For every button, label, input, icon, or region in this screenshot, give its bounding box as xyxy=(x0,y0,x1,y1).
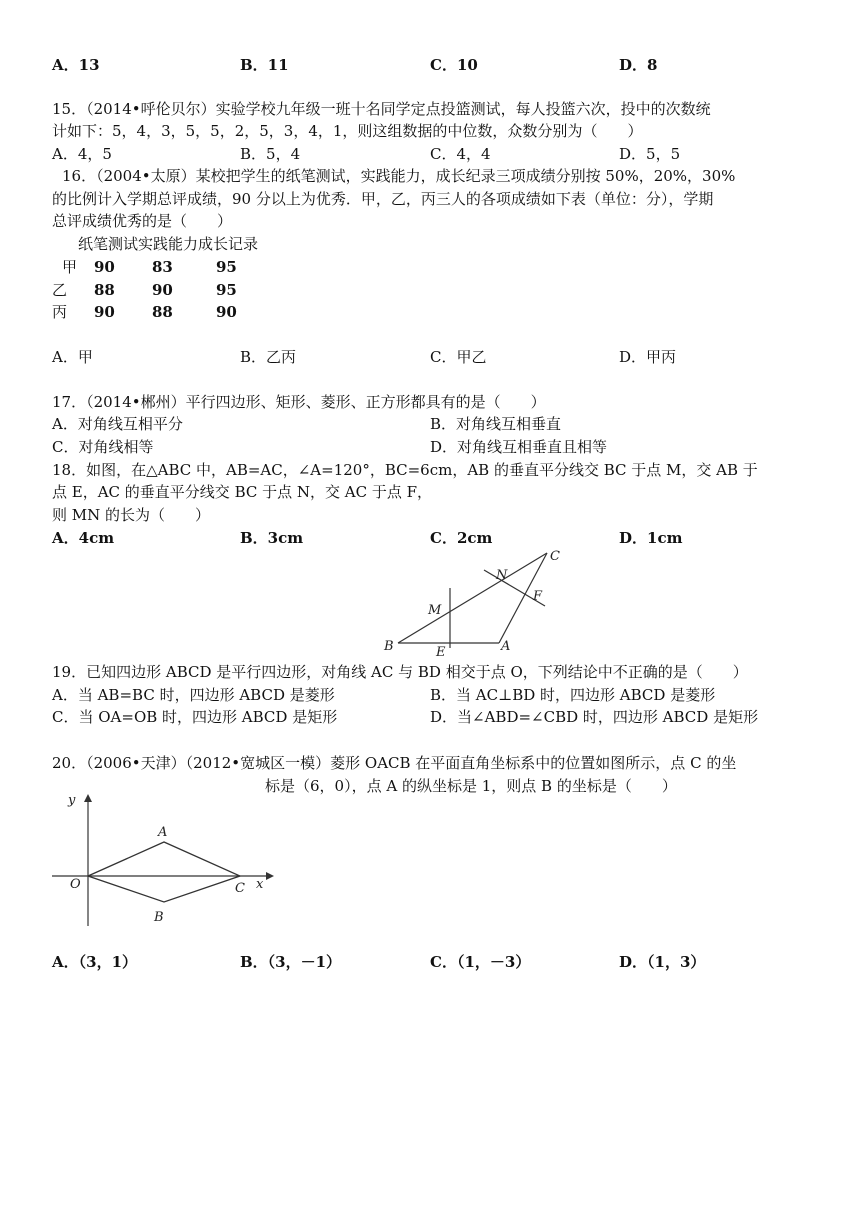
q16-option-d: D．甲丙 xyxy=(619,348,677,366)
q16-option-c: C．甲乙 xyxy=(430,348,487,366)
score-table-header: 纸笔测试实践能力成长记录 xyxy=(78,235,259,253)
x-axis-arrow xyxy=(266,872,274,880)
q18-option-c: C．2cm xyxy=(430,529,493,547)
label-b: B xyxy=(154,910,164,925)
q20-option-b: B．（3，－1） xyxy=(240,953,342,971)
q17-option-a: A．对角线互相平分 xyxy=(52,415,183,433)
table-row-name: 丙 xyxy=(52,303,68,321)
q18-option-a: A．4cm xyxy=(52,529,115,547)
table-row-name: 乙 xyxy=(52,281,68,299)
q14-option-d: D．8 xyxy=(619,56,658,74)
label-o: O xyxy=(70,877,81,892)
q15-option-b: B．5，4 xyxy=(240,145,301,163)
label-m: M xyxy=(428,603,442,618)
q14-option-c: C．10 xyxy=(430,56,478,74)
q20-option-a: A．（3，1） xyxy=(52,953,138,971)
q20-stem-line2: 标是（6，0），点 A 的纵坐标是 1，则点 B 的坐标是（ ） xyxy=(265,777,677,795)
table-row-name: 甲 xyxy=(62,258,78,276)
q20-option-d: D．（1，3） xyxy=(619,953,706,971)
rhombus-oacb xyxy=(88,842,240,902)
label-c: C xyxy=(550,549,560,564)
q19-option-b: B．当 AC⊥BD 时，四边形 ABCD 是菱形 xyxy=(430,686,716,704)
segment-bc xyxy=(398,553,547,643)
q16-stem-line1: 16．（2004•太原）某校把学生的纸笔测试，实践能力，成长纪录三项成绩分别按 50%，20%，30% xyxy=(62,167,736,185)
q16-stem-line3: 总评成绩优秀的是（ ） xyxy=(52,212,233,230)
label-e: E xyxy=(436,645,446,660)
q14-option-a: A．13 xyxy=(52,56,100,74)
q18-stem-line3: 则 MN 的长为（ ） xyxy=(52,506,211,524)
rhombus-figure xyxy=(48,790,278,930)
q17-option-d: D．对角线互相垂直且相等 xyxy=(430,438,608,456)
q14-option-b: B．11 xyxy=(240,56,289,74)
triangle-figure xyxy=(380,548,570,660)
label-a: A xyxy=(158,825,168,840)
table-cell: 88 xyxy=(94,281,115,299)
q15-option-d: D．5，5 xyxy=(619,145,681,163)
label-c: C xyxy=(235,881,245,896)
table-cell: 90 xyxy=(152,281,173,299)
q17-option-b: B．对角线互相垂直 xyxy=(430,415,562,433)
q17-option-c: C．对角线相等 xyxy=(52,438,154,456)
label-x: x xyxy=(256,877,264,892)
q18-stem-line1: 18．如图，在△ABC 中，AB=AC，∠A=120°，BC=6cm，AB 的垂直平分线交 BC 于点 M，交 AB 于 xyxy=(52,461,758,479)
table-cell: 83 xyxy=(152,258,173,276)
q18-option-b: B．3cm xyxy=(240,529,304,547)
q20-stem-line1: 20．（2006•天津）（2012•宽城区一模）菱形 OACB 在平面直角坐标系中的位置如图所示，点 C 的坐 xyxy=(52,754,737,772)
q16-stem-line2: 的比例计入学期总评成绩，90 分以上为优秀．甲，乙，丙三人的各项成绩如下表（单位：分），学期 xyxy=(52,190,714,208)
y-axis-arrow xyxy=(84,794,92,802)
q15-option-a: A．4，5 xyxy=(52,145,112,163)
q15-option-c: C．4，4 xyxy=(430,145,491,163)
label-a: A xyxy=(501,639,511,654)
q19-option-c: C．当 OA=OB 时，四边形 ABCD 是矩形 xyxy=(52,708,338,726)
table-cell: 95 xyxy=(216,281,237,299)
q15-stem-line2: 计如下：5，4，3，5，5，2，5，3，4，1，则这组数据的中位数，众数分别为（ ） xyxy=(52,122,643,140)
q20-option-c: C．（1，－3） xyxy=(430,953,531,971)
table-cell: 90 xyxy=(94,303,115,321)
table-cell: 88 xyxy=(152,303,173,321)
label-b: B xyxy=(384,639,394,654)
table-cell: 95 xyxy=(216,258,237,276)
q16-option-b: B．乙丙 xyxy=(240,348,297,366)
q19-option-d: D．当∠ABD=∠CBD 时，四边形 ABCD 是矩形 xyxy=(430,708,759,726)
q15-stem-line1: 15．（2014•呼伦贝尔）实验学校九年级一班十名同学定点投篮测试，每人投篮六次，投中的次数统 xyxy=(52,100,711,118)
label-f: F xyxy=(533,589,543,604)
q18-stem-line2: 点 E，AC 的垂直平分线交 BC 于点 N，交 AC 于点 F， xyxy=(52,483,433,501)
q17-stem-line1: 17．（2014•郴州）平行四边形、矩形、菱形、正方形都具有的是（ ） xyxy=(52,393,546,411)
table-cell: 90 xyxy=(216,303,237,321)
q18-option-d: D．1cm xyxy=(619,529,683,547)
q19-option-a: A．当 AB=BC 时，四边形 ABCD 是菱形 xyxy=(52,686,335,704)
q16-option-a: A．甲 xyxy=(52,348,93,366)
label-y: y xyxy=(68,793,76,808)
label-n: N xyxy=(496,568,508,583)
q19-stem-line1: 19．已知四边形 ABCD 是平行四边形，对角线 AC 与 BD 相交于点 O，下列结论中不正确的是（ ） xyxy=(52,663,748,681)
table-cell: 90 xyxy=(94,258,115,276)
